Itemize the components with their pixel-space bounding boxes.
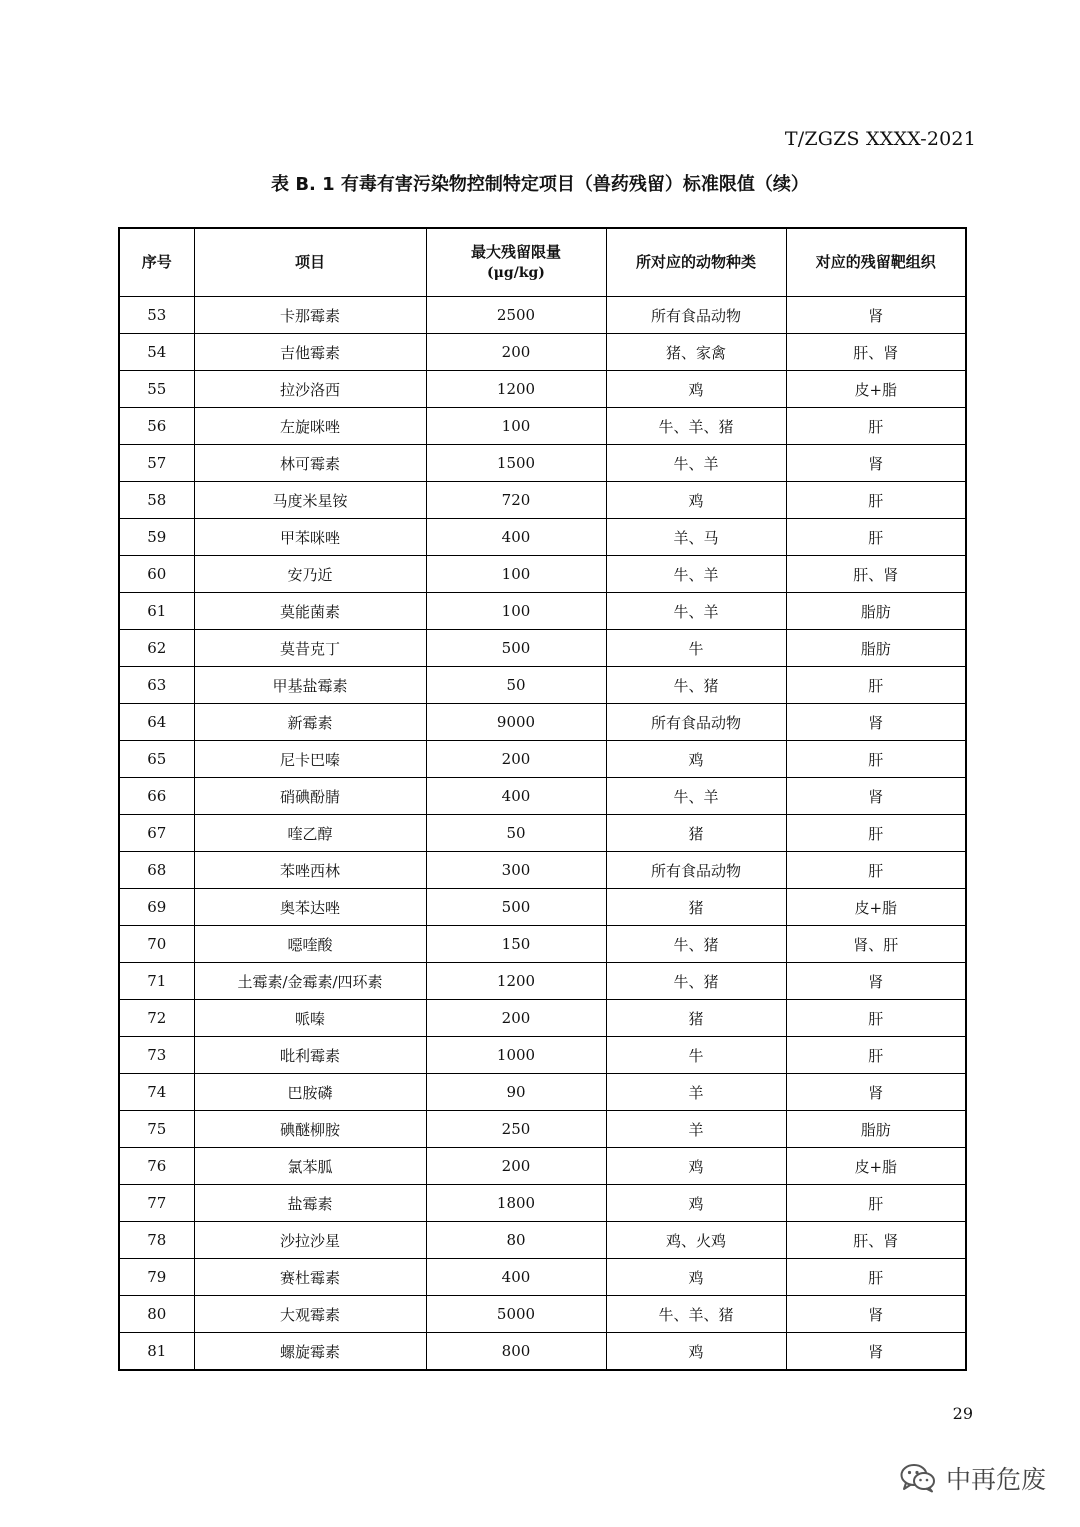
cell-tissue: 肾 <box>786 297 966 334</box>
cell-item: 赛杜霉素 <box>194 1259 426 1296</box>
cell-tissue: 肝 <box>786 852 966 889</box>
cell-no: 54 <box>119 334 194 371</box>
cell-mrl: 100 <box>426 408 606 445</box>
cell-no: 62 <box>119 630 194 667</box>
cell-tissue: 肝 <box>786 1259 966 1296</box>
cell-mrl: 500 <box>426 630 606 667</box>
table-row <box>119 630 966 667</box>
cell-item: 拉沙洛西 <box>194 371 426 408</box>
cell-species: 牛 <box>606 630 786 667</box>
cell-species: 所有食品动物 <box>606 852 786 889</box>
cell-mrl: 400 <box>426 1259 606 1296</box>
cell-mrl: 50 <box>426 815 606 852</box>
cell-item: 大观霉素 <box>194 1296 426 1333</box>
cell-species: 牛 <box>606 1037 786 1074</box>
cell-tissue: 肾 <box>786 1074 966 1111</box>
cell-no: 80 <box>119 1296 194 1333</box>
table-body <box>119 297 966 1371</box>
table-row <box>119 482 966 519</box>
cell-mrl: 2500 <box>426 297 606 334</box>
cell-no: 53 <box>119 297 194 334</box>
cell-mrl: 250 <box>426 1111 606 1148</box>
cell-mrl: 1200 <box>426 963 606 1000</box>
cell-tissue: 肝 <box>786 667 966 704</box>
cell-item: 奥苯达唑 <box>194 889 426 926</box>
cell-species: 鸡 <box>606 371 786 408</box>
cell-no: 73 <box>119 1037 194 1074</box>
cell-no: 67 <box>119 815 194 852</box>
cell-item: 噁喹酸 <box>194 926 426 963</box>
cell-tissue: 皮+脂 <box>786 889 966 926</box>
cell-mrl: 200 <box>426 334 606 371</box>
cell-item: 甲苯咪唑 <box>194 519 426 556</box>
cell-tissue: 肝 <box>786 482 966 519</box>
table-row <box>119 408 966 445</box>
cell-tissue: 肾 <box>786 445 966 482</box>
cell-no: 81 <box>119 1333 194 1371</box>
table-row <box>119 704 966 741</box>
cell-no: 71 <box>119 963 194 1000</box>
table-header-row <box>119 228 966 297</box>
cell-tissue: 肝 <box>786 1037 966 1074</box>
cell-no: 64 <box>119 704 194 741</box>
cell-no: 58 <box>119 482 194 519</box>
table-row <box>119 667 966 704</box>
table-row <box>119 926 966 963</box>
cell-no: 75 <box>119 1111 194 1148</box>
cell-mrl: 300 <box>426 852 606 889</box>
column-header-tissue: 对应的残留靶组织 <box>786 228 966 297</box>
cell-mrl: 200 <box>426 741 606 778</box>
cell-item: 硝碘酚腈 <box>194 778 426 815</box>
cell-species: 鸡 <box>606 482 786 519</box>
cell-tissue: 肝、肾 <box>786 1222 966 1259</box>
cell-species: 鸡、火鸡 <box>606 1222 786 1259</box>
table-row <box>119 1111 966 1148</box>
cell-species: 所有食品动物 <box>606 704 786 741</box>
cell-tissue: 肾 <box>786 778 966 815</box>
table-row <box>119 1333 966 1371</box>
cell-no: 69 <box>119 889 194 926</box>
cell-item: 莫昔克丁 <box>194 630 426 667</box>
cell-tissue: 肝 <box>786 519 966 556</box>
table-row <box>119 741 966 778</box>
cell-item: 莫能菌素 <box>194 593 426 630</box>
table-row <box>119 445 966 482</box>
cell-species: 牛、羊 <box>606 556 786 593</box>
table-row <box>119 1296 966 1333</box>
cell-item: 碘醚柳胺 <box>194 1111 426 1148</box>
cell-mrl: 400 <box>426 778 606 815</box>
cell-no: 61 <box>119 593 194 630</box>
column-header-item: 项目 <box>194 228 426 297</box>
cell-species: 牛、猪 <box>606 963 786 1000</box>
cell-species: 猪 <box>606 1000 786 1037</box>
cell-tissue: 肾 <box>786 704 966 741</box>
cell-item: 吉他霉素 <box>194 334 426 371</box>
table-row <box>119 556 966 593</box>
cell-species: 鸡 <box>606 1259 786 1296</box>
cell-tissue: 皮+脂 <box>786 371 966 408</box>
column-header-mrl-label: 最大残留限量 <box>470 242 561 261</box>
cell-species: 鸡 <box>606 1148 786 1185</box>
cell-species: 猪 <box>606 815 786 852</box>
cell-item: 沙拉沙星 <box>194 1222 426 1259</box>
cell-no: 77 <box>119 1185 194 1222</box>
cell-item: 巴胺磷 <box>194 1074 426 1111</box>
cell-mrl: 720 <box>426 482 606 519</box>
cell-tissue: 脂肪 <box>786 1111 966 1148</box>
cell-item: 林可霉素 <box>194 445 426 482</box>
page-number: 29 <box>952 1404 973 1423</box>
cell-species: 羊 <box>606 1111 786 1148</box>
column-header-species: 所对应的动物种类 <box>606 228 786 297</box>
cell-mrl: 400 <box>426 519 606 556</box>
cell-tissue: 肾、肝 <box>786 926 966 963</box>
table-row <box>119 1074 966 1111</box>
column-header-no: 序号 <box>119 228 194 297</box>
watermark-text: 中再危废 <box>945 1465 1046 1494</box>
cell-tissue: 肝 <box>786 1185 966 1222</box>
cell-tissue: 肝 <box>786 741 966 778</box>
watermark <box>900 1460 1046 1496</box>
cell-species: 牛、羊 <box>606 445 786 482</box>
cell-no: 66 <box>119 778 194 815</box>
cell-item: 甲基盐霉素 <box>194 667 426 704</box>
cell-mrl: 90 <box>426 1074 606 1111</box>
cell-item: 土霉素/金霉素/四环素 <box>194 963 426 1000</box>
cell-no: 72 <box>119 1000 194 1037</box>
cell-species: 所有食品动物 <box>606 297 786 334</box>
cell-tissue: 肾 <box>786 1333 966 1371</box>
cell-item: 左旋咪唑 <box>194 408 426 445</box>
cell-tissue: 肝 <box>786 1000 966 1037</box>
table-row <box>119 1037 966 1074</box>
cell-no: 74 <box>119 1074 194 1111</box>
cell-item: 吡利霉素 <box>194 1037 426 1074</box>
cell-mrl: 9000 <box>426 704 606 741</box>
cell-no: 76 <box>119 1148 194 1185</box>
cell-tissue: 肝、肾 <box>786 334 966 371</box>
cell-mrl: 150 <box>426 926 606 963</box>
cell-species: 猪、家禽 <box>606 334 786 371</box>
cell-item: 氯苯胍 <box>194 1148 426 1185</box>
cell-mrl: 200 <box>426 1148 606 1185</box>
cell-species: 牛、羊 <box>606 778 786 815</box>
cell-item: 盐霉素 <box>194 1185 426 1222</box>
table-row <box>119 1000 966 1037</box>
cell-item: 苯唑西林 <box>194 852 426 889</box>
column-header-mrl <box>426 228 606 297</box>
cell-mrl: 80 <box>426 1222 606 1259</box>
cell-species: 牛、猪 <box>606 926 786 963</box>
cell-no: 70 <box>119 926 194 963</box>
table-row <box>119 815 966 852</box>
cell-mrl: 500 <box>426 889 606 926</box>
cell-mrl: 1000 <box>426 1037 606 1074</box>
cell-no: 79 <box>119 1259 194 1296</box>
cell-tissue: 肾 <box>786 963 966 1000</box>
cell-mrl: 800 <box>426 1333 606 1371</box>
cell-mrl: 1800 <box>426 1185 606 1222</box>
cell-no: 55 <box>119 371 194 408</box>
cell-item: 安乃近 <box>194 556 426 593</box>
table-row <box>119 889 966 926</box>
cell-species: 牛、羊、猪 <box>606 408 786 445</box>
document-code: T/ZGZS XXXX-2021 <box>784 128 976 150</box>
table-row <box>119 1222 966 1259</box>
cell-no: 63 <box>119 667 194 704</box>
cell-item: 尼卡巴嗪 <box>194 741 426 778</box>
cell-species: 牛、猪 <box>606 667 786 704</box>
cell-tissue: 肝 <box>786 815 966 852</box>
table-row <box>119 593 966 630</box>
column-header-mrl-unit: (μg/kg) <box>487 264 545 281</box>
table-row <box>119 1259 966 1296</box>
cell-no: 60 <box>119 556 194 593</box>
cell-item: 哌嗪 <box>194 1000 426 1037</box>
cell-item: 喹乙醇 <box>194 815 426 852</box>
cell-no: 56 <box>119 408 194 445</box>
cell-tissue: 脂肪 <box>786 630 966 667</box>
cell-mrl: 1200 <box>426 371 606 408</box>
cell-no: 78 <box>119 1222 194 1259</box>
table-row <box>119 778 966 815</box>
cell-mrl: 100 <box>426 556 606 593</box>
cell-tissue: 肝 <box>786 408 966 445</box>
cell-mrl: 200 <box>426 1000 606 1037</box>
table-row <box>119 297 966 334</box>
residue-limits-table <box>118 227 967 1371</box>
cell-mrl: 100 <box>426 593 606 630</box>
cell-item: 螺旋霉素 <box>194 1333 426 1371</box>
cell-species: 鸡 <box>606 741 786 778</box>
cell-tissue: 皮+脂 <box>786 1148 966 1185</box>
cell-mrl: 50 <box>426 667 606 704</box>
cell-species: 牛、羊、猪 <box>606 1296 786 1333</box>
table-row <box>119 852 966 889</box>
cell-mrl: 5000 <box>426 1296 606 1333</box>
table-row <box>119 334 966 371</box>
table-row <box>119 371 966 408</box>
table-row <box>119 519 966 556</box>
cell-item: 马度米星铵 <box>194 482 426 519</box>
cell-item: 新霉素 <box>194 704 426 741</box>
table-row <box>119 963 966 1000</box>
cell-species: 鸡 <box>606 1185 786 1222</box>
cell-mrl: 1500 <box>426 445 606 482</box>
table-title: 表 B. 1 有毒有害污染物控制特定项目（兽药残留）标准限值（续） <box>271 174 809 195</box>
cell-tissue: 肝、肾 <box>786 556 966 593</box>
table-row <box>119 1148 966 1185</box>
cell-tissue: 肾 <box>786 1296 966 1333</box>
cell-no: 57 <box>119 445 194 482</box>
cell-species: 鸡 <box>606 1333 786 1371</box>
cell-no: 59 <box>119 519 194 556</box>
cell-species: 羊 <box>606 1074 786 1111</box>
wechat-icon <box>900 1463 936 1493</box>
cell-tissue: 脂肪 <box>786 593 966 630</box>
cell-no: 68 <box>119 852 194 889</box>
cell-no: 65 <box>119 741 194 778</box>
cell-species: 牛、羊 <box>606 593 786 630</box>
cell-species: 猪 <box>606 889 786 926</box>
cell-species: 羊、马 <box>606 519 786 556</box>
table-row <box>119 1185 966 1222</box>
cell-item: 卡那霉素 <box>194 297 426 334</box>
